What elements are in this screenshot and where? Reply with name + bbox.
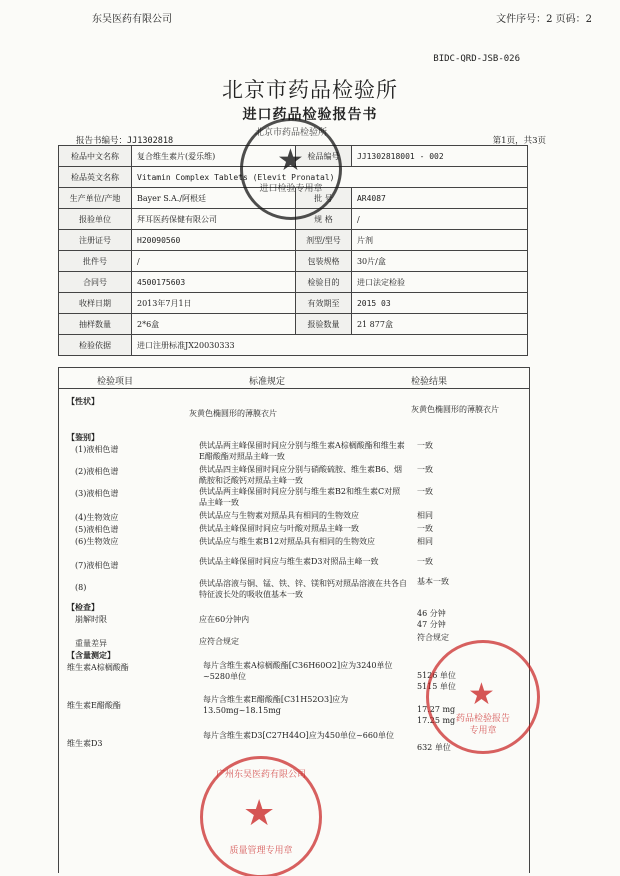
file-serial: 文件序号：2 页码：2 xyxy=(496,14,592,25)
check-result: 符合规定 xyxy=(417,633,449,642)
header-divider xyxy=(59,388,529,389)
document-code: BIDC-QRD-JSB-026 xyxy=(433,54,520,64)
check-item: 重量差异 xyxy=(75,639,107,648)
col-item-header: 检验项目 xyxy=(97,377,134,387)
table-row xyxy=(59,314,528,335)
ident-std: 供试品溶液与铜、锰、铁、锌、镁和钙对照品溶液在共各自特征波长处的吸收值基本一致 xyxy=(199,579,407,599)
col-result-header: 检验结果 xyxy=(411,377,448,387)
spec-label: 规 格 xyxy=(295,209,351,230)
expiry-label: 有效期至 xyxy=(295,293,351,314)
ident-std: 供试品主峰保留时间应与维生素D3对照品主峰一致 xyxy=(199,557,379,566)
institute-stamp xyxy=(240,118,342,220)
company-stamp-note2: 质量管理专用章 xyxy=(229,846,293,856)
section-identification: 【鉴别】 xyxy=(67,432,99,442)
company-quality-stamp xyxy=(200,756,322,876)
approval-label: 批件号 xyxy=(59,251,132,272)
ident-std: 供试品主峰保留时间应与叶酸对照品主峰一致 xyxy=(199,524,359,533)
ident-std: 供试品四主峰保留时间应分别与硝酸硫胺、维生素B6、烟酰胺和泛酸钙对照品主峰一致 xyxy=(199,465,402,485)
institute-stamp-note: 进口检验专用章 xyxy=(259,184,323,194)
assay-std: 每片含维生素D3[C27H44O]应为450单位~660单位 xyxy=(203,731,395,740)
ident-item: (2)液相色谱 xyxy=(75,467,119,476)
form-label: 剂型/型号 xyxy=(295,230,351,251)
character-result: 灰黄色椭圆形的薄膜衣片 xyxy=(411,405,499,414)
ident-result: 一致 xyxy=(417,487,433,496)
assay-result: 5126 单位 5115 单位 xyxy=(417,671,456,691)
received-value: 2013年7月1日 xyxy=(132,293,296,314)
batch-value: AR4087 xyxy=(351,188,527,209)
section-assay: 【含量测定】 xyxy=(67,650,115,660)
maker-value: Bayer S.A./阿根廷 xyxy=(132,188,296,209)
star-icon: ★ xyxy=(243,793,276,834)
institute-stamp-name: 北京市药品检验所 xyxy=(254,128,327,138)
ident-result: 相同 xyxy=(417,537,433,546)
star-icon: ★ xyxy=(468,677,495,712)
en-name-label: 检品英文名称 xyxy=(59,167,132,188)
package-value: 30片/盒 xyxy=(351,251,527,272)
company-qc-stamp xyxy=(426,640,540,754)
assay-item: 维生素E醋酸酯 xyxy=(67,701,121,710)
star-icon: ★ xyxy=(277,143,304,178)
check-item: 崩解时限 xyxy=(75,615,107,624)
ident-std: 供试品应与生物素对照品具有相同的生物效应 xyxy=(199,511,359,520)
ident-item: (6)生物效应 xyxy=(75,537,119,546)
sample-no-value: JJ1302818001 - 002 xyxy=(351,146,527,167)
assay-std: 每片含维生素E醋酸酯[C31H52O3]应为13.50mg~18.15mg xyxy=(203,695,349,715)
ident-result: 一致 xyxy=(417,441,433,450)
table-row xyxy=(59,293,528,314)
approval-value: / xyxy=(132,251,296,272)
check-result: 46 分钟 47 分钟 xyxy=(417,609,446,629)
ident-item: (5)液相色谱 xyxy=(75,525,119,534)
ident-item: (7)液相色谱 xyxy=(75,561,119,570)
expiry-value: 2015 03 xyxy=(351,293,527,314)
ident-result: 基本一致 xyxy=(417,577,449,586)
purpose-label: 检验目的 xyxy=(295,272,351,293)
assay-item: 维生素A棕榈酸酯 xyxy=(67,663,129,672)
page-subtitle: 进口药品检验报告书 xyxy=(242,107,378,123)
sample-qty-label: 抽样数量 xyxy=(59,314,132,335)
ident-result: 一致 xyxy=(417,557,433,566)
page-info: 第1页，共3页 xyxy=(492,136,546,146)
maker-label: 生产单位/产地 xyxy=(59,188,132,209)
top-bar xyxy=(0,8,620,26)
section-inspection: 【检查】 xyxy=(67,602,99,612)
ident-result: 一致 xyxy=(417,524,433,533)
assay-result: 17.27 mg 17.25 mg xyxy=(417,705,456,725)
company-stamp-name: 广州东昊医药有限公司 xyxy=(215,770,306,780)
check-std: 应符合规定 xyxy=(199,637,239,646)
col-std-header: 标准规定 xyxy=(249,377,286,387)
ident-item: (1)液相色谱 xyxy=(75,445,119,454)
en-name-value: Vitamin Complex Tablets (Elevit Pronatal) xyxy=(132,167,528,188)
ident-item: (4)生物效应 xyxy=(75,513,119,522)
table-row xyxy=(59,335,528,356)
table-row xyxy=(59,251,528,272)
form-value: 片剂 xyxy=(351,230,527,251)
ident-std: 供试品两主峰保留时间应分别与维生素B2和维生素C对照品主峰一致 xyxy=(199,487,401,507)
company-stamp-note: 药品检验报告 专用章 xyxy=(455,714,510,736)
ident-result: 一致 xyxy=(417,465,433,474)
ident-item: (8) xyxy=(75,583,87,592)
package-label: 包装规格 xyxy=(295,251,351,272)
report-qty-label: 报验数量 xyxy=(295,314,351,335)
applicant-label: 报验单位 xyxy=(59,209,132,230)
ident-std: 供试品应与维生素B12对照品具有相同的生物效应 xyxy=(199,537,376,546)
contract-label: 合同号 xyxy=(59,272,132,293)
reg-no-label: 注册证号 xyxy=(59,230,132,251)
purpose-value: 进口法定检验 xyxy=(351,272,527,293)
page-title: 北京市药品检验所 xyxy=(222,78,398,102)
assay-result: 632 单位 xyxy=(417,743,451,752)
assay-std: 每片含维生素A棕榈酸酯[C36H60O2]应为3240单位~5280单位 xyxy=(203,661,393,681)
sample-no-label: 检品编号 xyxy=(295,146,351,167)
contract-value: 4500175603 xyxy=(132,272,296,293)
report-qty-value: 21 877盒 xyxy=(351,314,527,335)
basis-label: 检验依据 xyxy=(59,335,132,356)
ident-item: (3)液相色谱 xyxy=(75,489,119,498)
reg-no-value: H20090560 xyxy=(132,230,296,251)
character-std: 灰黄色椭圆形的薄膜衣片 xyxy=(189,409,277,418)
batch-label: 批 号 xyxy=(295,188,351,209)
ident-result: 相同 xyxy=(417,511,433,520)
ident-std: 供试品两主峰保留时间应分别与维生素A棕榈酸酯和维生素E醋酸酯对照品主峰一致 xyxy=(199,441,405,461)
assay-item: 维生素D3 xyxy=(67,739,103,748)
section-character: 【性状】 xyxy=(67,396,99,406)
report-number: 报告书编号：JJ1302818 xyxy=(76,136,174,146)
applicant-value: 拜耳医药保健有限公司 xyxy=(132,209,296,230)
table-row xyxy=(59,272,528,293)
spec-value: / xyxy=(351,209,527,230)
received-label: 收样日期 xyxy=(59,293,132,314)
sample-qty-value: 2*6盒 xyxy=(132,314,296,335)
cn-name-value: 复合维生素片(爱乐维) xyxy=(132,146,296,167)
check-std: 应在60分钟内 xyxy=(199,615,250,624)
basis-value: 进口注册标准JX20030333 xyxy=(132,335,528,356)
table-row xyxy=(59,230,528,251)
company-header: 东吴医药有限公司 xyxy=(92,14,172,25)
cn-name-label: 检品中文名称 xyxy=(59,146,132,167)
